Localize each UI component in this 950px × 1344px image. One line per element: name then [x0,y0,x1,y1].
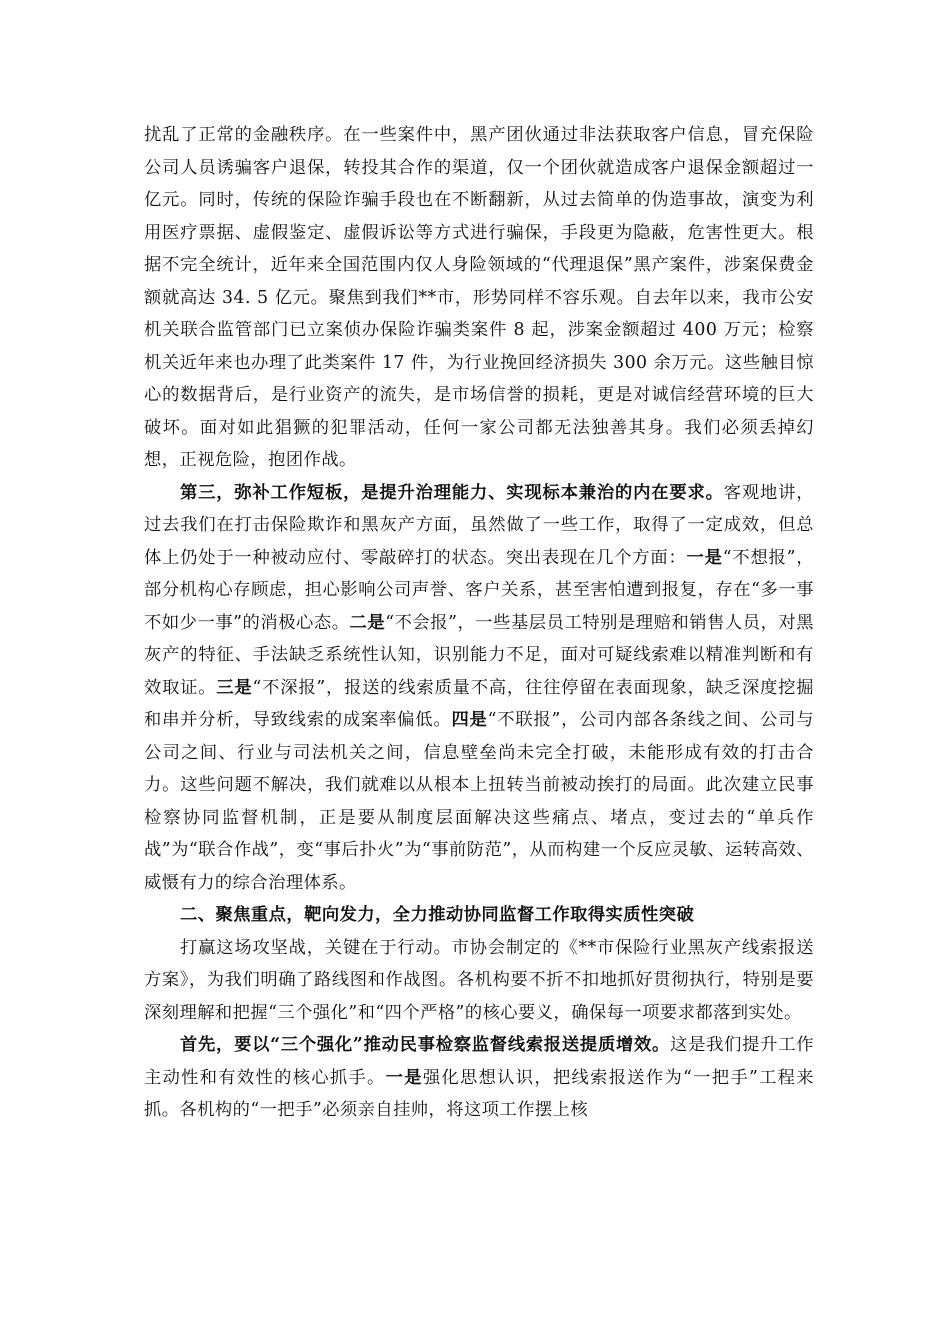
keyword-first-2: 一是 [385,1067,423,1088]
document-body [144,119,814,1127]
paragraph-first-point [144,1029,814,1127]
third-point-lead: 第三，弥补工作短板，是提升治理能力、实现标本兼治的内在要求。 [180,482,724,503]
third-point-text-4: “不深报”，报送的线索质量不高，往往停留在表面现象，缺乏深度挖掘和串并分析，导致线索的成案率偏低。 [144,677,814,730]
keyword-second: 二是 [349,612,386,633]
first-point-text-1: 这是我们提升工作主动性和有效性的核心抓手。 [144,1035,814,1088]
first-point-text-2: 强化思想认识，把线索报送作为“一把手”工程来抓。各机构的“一把手”必须亲自挂帅，将这项工作摆上核 [144,1067,814,1120]
third-point-text-5: “不联报”，公司内部各条线之间、公司与公司之间、行业与司法机关之间，信息壁垒尚未完全打破，未能形成有效的打击合力。这些问题不解决，我们就难以从根本上扭转当前被动挨打的局面。此次建立民事检察协同监督机制，正是要从制度层面解决这些痛点、堵点，变过去的“单兵作战”为“联合作战”，变“事后扑火”为“事前防范”，从而构建一个反应灵敏、运转高效、威慑有力的综合治理体系。 [144,710,814,893]
paragraph-action: 打赢这场攻坚战，关键在于行动。市协会制定的《**市保险行业黑灰产线索报送方案》，为我们明确了路线图和作战图。各机构要不折不扣地抓好贯彻执行，特别是要深刻理解和把握“三个强化”和“四个严格”的核心要义，确保每一项要求都落到实处。 [144,937,814,1023]
third-point-text-3: “不会报”，一些基层员工特别是理赔和销售人员，对黑灰产的特征、手法缺乏系统性认知，识别能力不足，面对可疑线索难以精准判断和有效取证。 [144,612,814,698]
keyword-fourth: 四是 [451,710,488,730]
section-heading-two: 二、聚焦重点，靶向发力，全力推动协同监督工作取得实质性突破 [180,905,695,925]
paragraph-third-point [144,477,814,900]
keyword-first: 一是 [686,547,723,568]
paragraph-financial-order: 扰乱了正常的金融秩序。在一些案件中，黑产团伙通过非法获取客户信息，冒充保险公司人员诱骗客户退保，转投其合作的渠道，仅一个团伙就造成客户退保金额超过一亿元。同时，传统的保险诈骗手段也在不断翻新，从过去简单的伪造事故，演变为利用医疗票据、虚假鉴定、虚假诉讼等方式进行骗保，手段更为隐蔽，危害性更大。根据不完全统计，近年来全国范围内仅人身险领域的“代理退保”黑产案件，涉案保费金额就高达 34. 5 亿元。聚焦到我们**市，形势同样不容乐观。自去年以来，我市公安机关联合监管部门已立案侦办保险诈骗类案件 8 起，涉案金额超过 400 万元；检察机关近年来也办理了此类案件 17 件，为行业挽回经济损失 300 余万元。这些触目惊心的数据背后，是行业资产的流失，是市场信誉的损耗，更是对诚信经营环境的巨大破坏。面对如此猖獗的犯罪活动，任何一家公司都无法独善其身。我们必须丢掉幻想，正视危险，抱团作战。 [144,125,814,470]
keyword-third: 三是 [216,677,253,698]
first-point-lead: 首先，要以“三个强化”推动民事检察监督线索报送提质增效。 [180,1035,671,1055]
third-point-text-1: 客观地讲，过去我们在打击保险欺诈和黑灰产方面，虽然做了一些工作，取得了一定成效，但总体上仍处于一种被动应付、零敲碎打的状态。突出表现在几个方面： [144,482,814,568]
third-point-text-2: “不想报”，部分机构心存顾虑，担心影响公司声誉、客户关系，甚至害怕遭到报复，存在“多一事不如少一事”的消极心态。 [144,547,814,633]
